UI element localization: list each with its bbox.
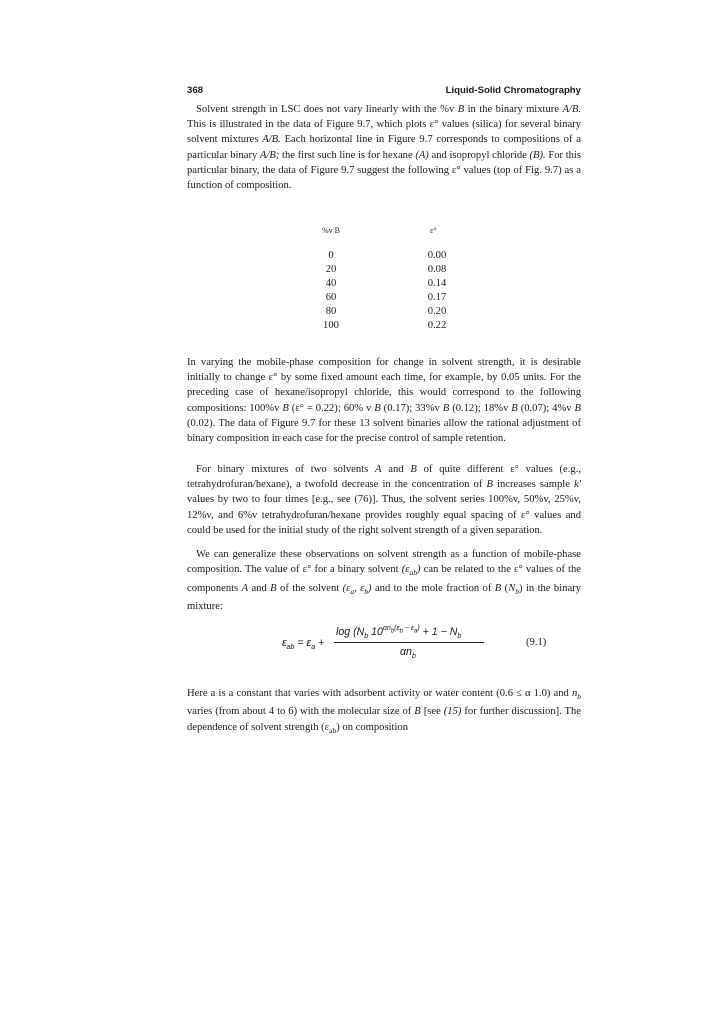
table-cell-percent-b: 40 [325, 278, 337, 289]
table-cell-epsilon: 0.20 [427, 306, 447, 317]
page-number: 368 [187, 85, 204, 96]
equation-number: (9.1) [526, 637, 547, 648]
table-cell-percent-b: 100 [323, 320, 339, 331]
table-cell-epsilon: 0.17 [427, 292, 447, 303]
table-cell-percent-b: 20 [325, 264, 337, 275]
paragraph-varying-composition: In varying the mobile-phase composition for change in solvent strength, it is desirable initially to change ε° by some fixed amount each time, for example, by 0.05 units. For the preceding case of hexane/isopropyl chloride, this would correspond to the following compositions: 100%v B (ε° = 0.22); 60% v B (0.17); 33%v B (0.12); 18%v B (0.07); 4%v B (0.02). The data of Figure 9.7 for these 13 solvent binaries allow the rational adjustment of binary composition in each case for the precise control of sample retention. [187, 357, 581, 445]
equation-lhs: $\varepsilon_{ab} = \varepsilon_a$ + [282, 637, 325, 652]
table-cell-epsilon: 0.14 [427, 278, 447, 289]
table-cell-epsilon: 0.22 [427, 320, 447, 331]
table-cell-percent-b: 60 [325, 292, 337, 303]
equation-numerator: $\log (N_b$ $10^{\alpha n_b(\varepsilon_b - \varepsilon_a)} + 1 - N_b$ [336, 625, 462, 640]
page-header [187, 85, 581, 99]
equation-denominator: $\alpha n_b$ [400, 646, 416, 661]
running-title: Liquid-Solid Chromatography [445, 85, 581, 96]
table-cell-epsilon: 0.00 [427, 250, 447, 261]
table-header-percent-b: %v B [322, 226, 340, 235]
table-cell-epsilon: 0.08 [427, 264, 447, 275]
paragraph-generalize: We can generalize these observations on solvent strength as a function of mobile-phase composition. The value of ε° for a binary solvent $(\varepsilon_{ab})$ can be related to the ε° values of the components A and B of the solvent ($\varepsilon_a$, $\varepsilon_b$) and to the mole fraction of B $(N_b)$ in the binary mixture: [187, 549, 581, 612]
paragraph-constant-alpha: Here a is a constant that varies with adsorbent activity or water content (0.6 ≤ α 1.0) and $n_b$ varies (from about 4 to 6) with the molecular size of B [see (15) for further discussion]. The dependence of solvent strength $(\varepsilon_{ab})$ on composition [187, 688, 582, 735]
equation-9-1 [282, 625, 582, 673]
table-cell-percent-b: 0 [328, 250, 334, 261]
table-header-epsilon: ε° [430, 226, 437, 235]
table-cell-percent-b: 80 [325, 306, 337, 317]
equation-fraction-bar [334, 642, 484, 643]
paragraph-solvent-strength: Solvent strength in LSC does not vary linearly with the %v B in the binary mixture A/B. This is illustrated in the data of Figure 9.7, which plots ε° values (silica) for several binary solvent mixtures A/B. Each horizontal line in Figure 9.7 corresponds to compositions of a particular binary A/B; the first such line is for hexane (A) and isopropyl chloride (B). For this particular binary, the data of Figure 9.7 suggest the following ε° values (top of Fig. 9.7) as a function of composition. [187, 104, 581, 192]
paragraph-binary-mixtures: For binary mixtures of two solvents A and B of quite different ε° values (e.g., tetrahydrofuran/hexane), a twofold decrease in the concentration of B increases sample k' values by two to four times [e.g., see (76)]. Thus, the solvent series 100%v, 50%v, 25%v, 12%v, and 6%v tetrahydrofuran/hexane provides roughly equal spacing of ε° values and could be used for the initial study of the right solvent strength of a given separation. [187, 464, 581, 536]
